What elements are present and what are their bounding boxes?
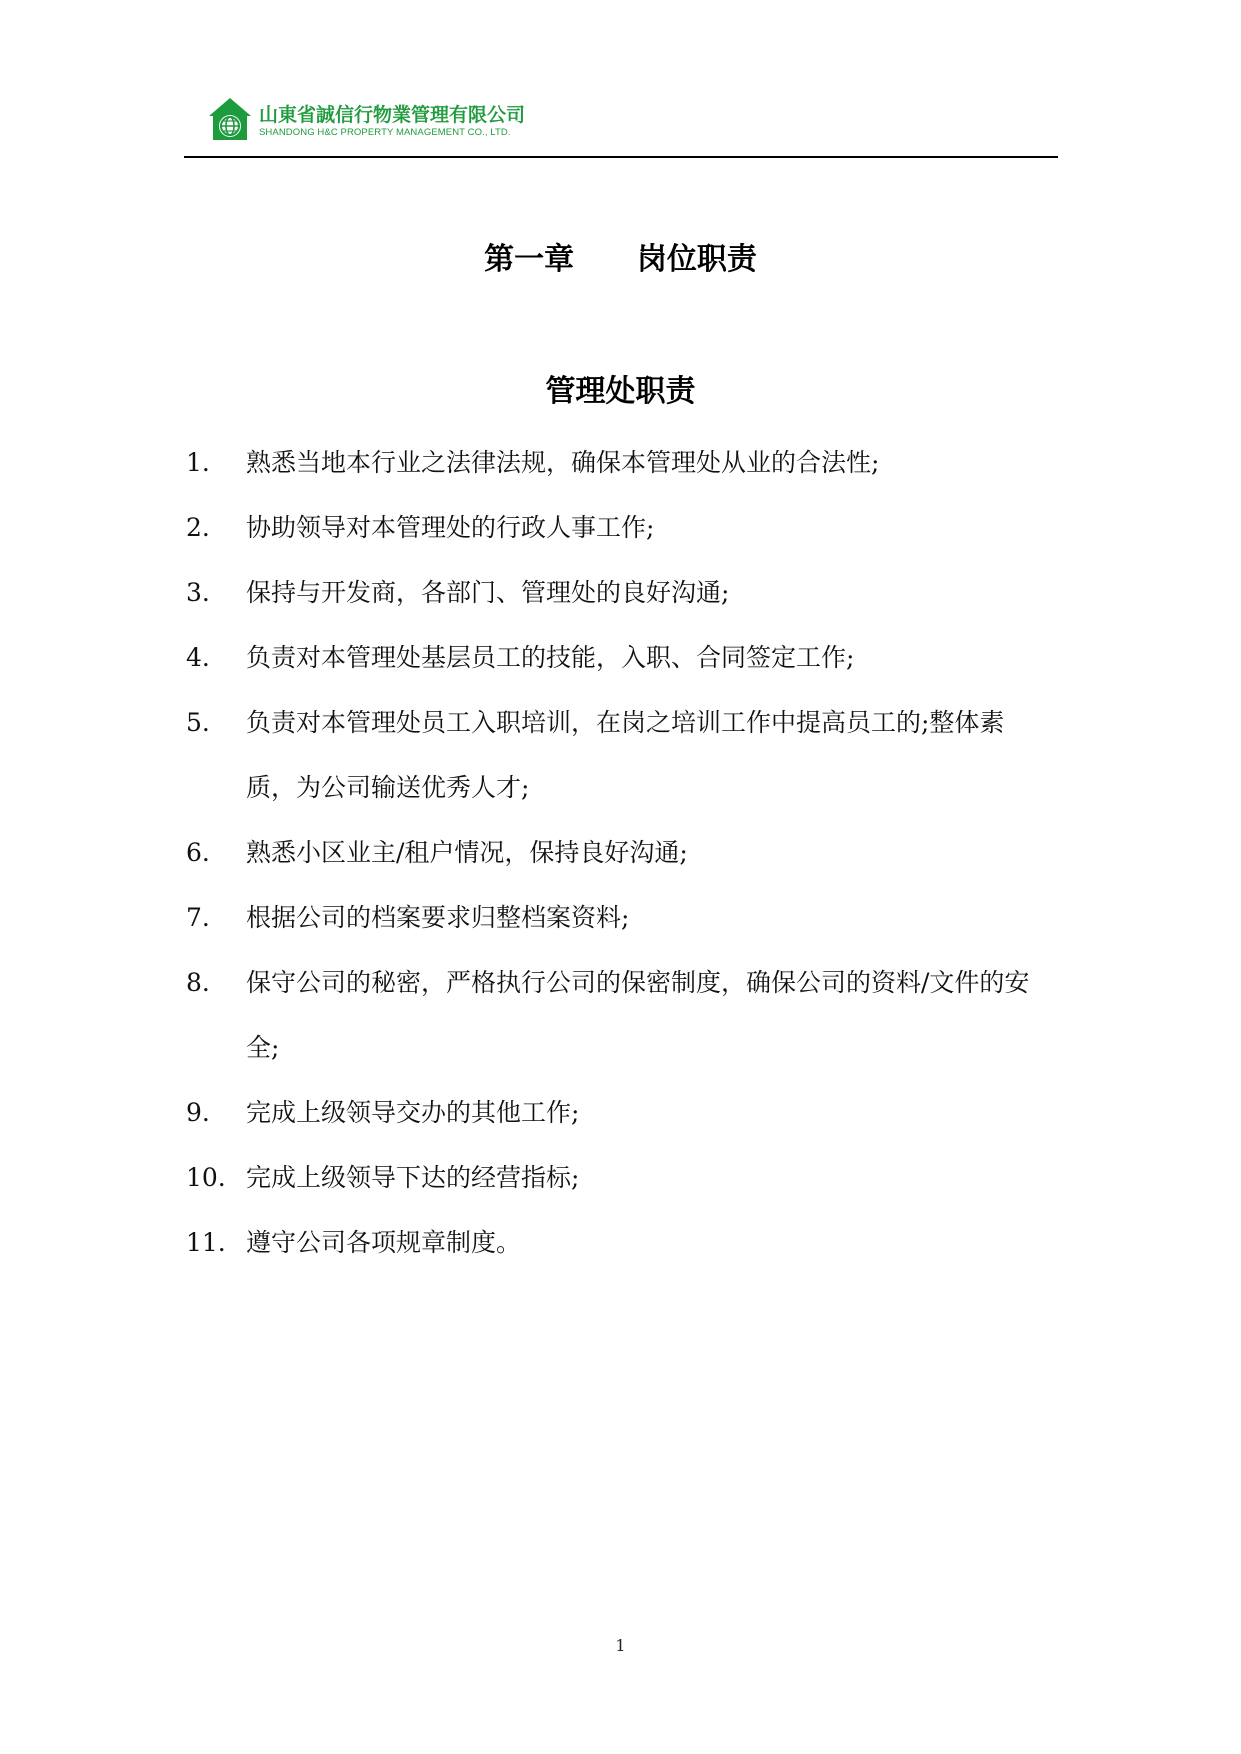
item-text: 保守公司的秘密，严格执行公司的保密制度，确保公司的资料/文件的安全; <box>246 968 1030 1062</box>
house-globe-icon <box>207 96 253 142</box>
item-number: 7. <box>186 903 210 932</box>
list-item <box>186 1080 1066 1145</box>
item-number: 5. <box>186 708 210 737</box>
letterhead <box>207 96 707 146</box>
list-item <box>186 625 1066 690</box>
list-item <box>186 950 1066 1080</box>
item-text: 根据公司的档案要求归整档案资料; <box>246 903 630 932</box>
list-item <box>186 885 1066 950</box>
item-number: 11. <box>186 1228 226 1257</box>
item-number: 4. <box>186 643 210 672</box>
header-divider <box>184 156 1058 158</box>
list-item <box>186 430 1066 495</box>
item-text: 负责对本管理处员工入职培训，在岗之培训工作中提高员工的;整体素质，为公司输送优秀人才; <box>246 708 1005 802</box>
item-text: 负责对本管理处基层员工的技能，入职、合同签定工作; <box>246 643 855 672</box>
item-number: 8. <box>186 968 210 997</box>
item-text: 完成上级领导交办的其他工作; <box>246 1098 580 1127</box>
item-number: 3. <box>186 578 210 607</box>
item-text: 协助领导对本管理处的行政人事工作; <box>246 513 655 542</box>
item-text: 保持与开发商，各部门、管理处的良好沟通; <box>246 578 730 607</box>
list-item <box>186 1145 1066 1210</box>
item-text: 完成上级领导下达的经营指标; <box>246 1163 580 1192</box>
item-number: 10. <box>186 1163 226 1192</box>
item-number: 9. <box>186 1098 210 1127</box>
list-item <box>186 820 1066 885</box>
item-text: 遵守公司各项规章制度。 <box>246 1228 522 1257</box>
list-item <box>186 1210 1066 1275</box>
page-number: 1 <box>615 1636 626 1655</box>
section-title: 管理处职责 <box>545 374 696 409</box>
list-item <box>186 690 1066 820</box>
item-number: 1. <box>186 448 210 477</box>
chapter-title: 第一章 岗位职责 <box>484 242 757 277</box>
duty-list <box>186 430 1066 1275</box>
item-text: 熟悉当地本行业之法律法规，确保本管理处从业的合法性; <box>246 448 880 477</box>
company-name-en: SHANDONG H&C PROPERTY MANAGEMENT CO., LTD. <box>259 127 511 138</box>
list-item <box>186 495 1066 560</box>
item-number: 2. <box>186 513 210 542</box>
item-number: 6. <box>186 838 210 867</box>
company-name-cn: 山東省誠信行物業管理有限公司 <box>259 104 526 126</box>
list-item <box>186 560 1066 625</box>
item-text: 熟悉小区业主/租户情况，保持良好沟通; <box>246 838 688 867</box>
